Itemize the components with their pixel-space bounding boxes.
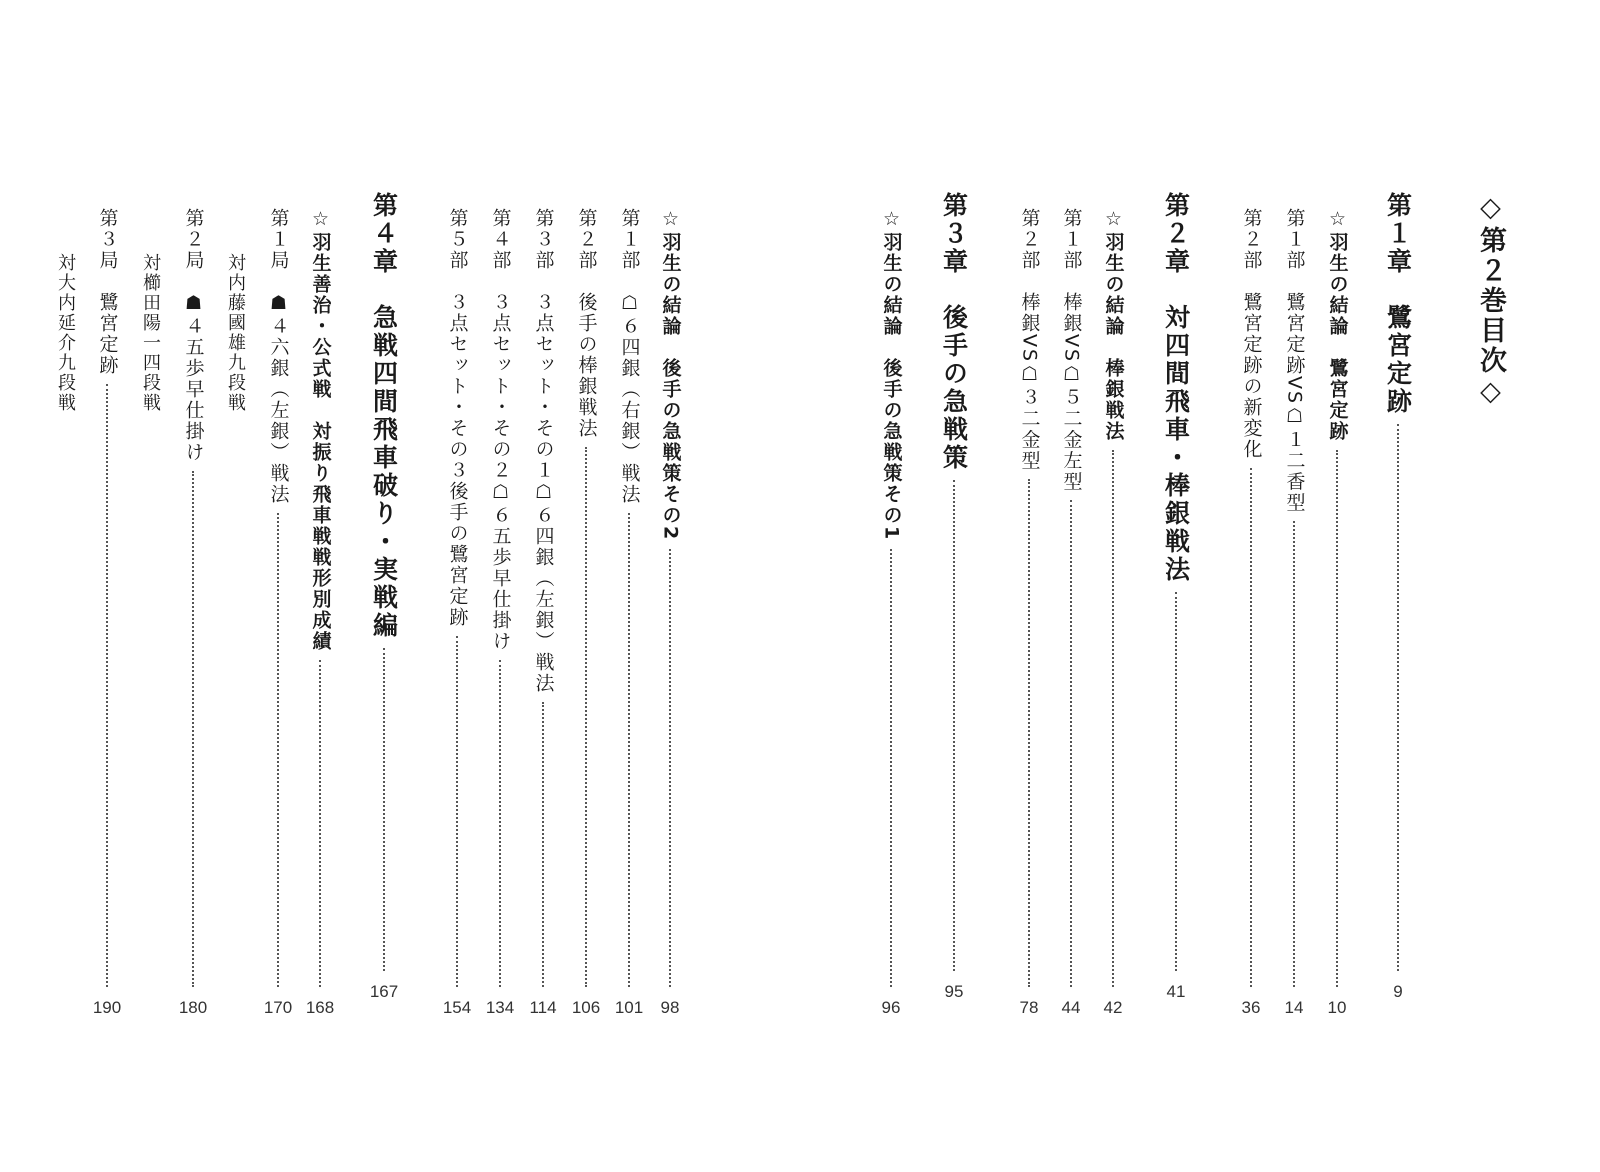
toc-entry-text: 第１部 棒銀VS☖５二金左型 xyxy=(1060,208,1083,493)
dot-leader xyxy=(1293,521,1295,987)
toc-entry-text: 対大内延介九段戦 xyxy=(55,253,76,413)
toc-part-3-5[interactable] xyxy=(440,208,474,1016)
page-number: 41 xyxy=(1166,982,1186,1001)
toc-entry-text: 第１部 ☖６四銀（右銀）戦法 xyxy=(618,208,641,505)
dot-leader xyxy=(1112,450,1114,987)
toc-part-3-4[interactable] xyxy=(483,208,517,1016)
toc-entry-text: 第１章 鷺宮定跡 xyxy=(1383,192,1413,416)
toc-entry-text: 対内藤國雄九段戦 xyxy=(225,253,246,413)
page-number: 9 xyxy=(1393,982,1403,1001)
dot-leader xyxy=(1175,592,1177,971)
dot-leader xyxy=(106,384,108,987)
toc-entry-text: ☆羽生の結論 棒銀戦法 xyxy=(1102,208,1125,442)
page-number: 78 xyxy=(1019,998,1039,1017)
toc-game-3-opponent xyxy=(48,253,82,1061)
toc-entry-text: 第２局 ☗４五歩早仕掛け xyxy=(182,208,205,463)
toc-entry-text: 第２部 棒銀VS☖３二金型 xyxy=(1018,208,1041,472)
dot-leader xyxy=(669,549,671,987)
toc-entry-text: 第２部 後手の棒銀戦法 xyxy=(575,208,598,439)
dot-leader xyxy=(499,660,501,987)
dot-leader xyxy=(1028,479,1030,987)
toc-conclusion-1[interactable] xyxy=(1320,208,1354,1016)
page-number: 42 xyxy=(1103,998,1123,1017)
dot-leader xyxy=(890,549,892,987)
toc-game-3[interactable] xyxy=(90,208,124,1016)
dot-leader xyxy=(953,480,955,971)
dot-leader xyxy=(1336,450,1338,987)
page-number: 134 xyxy=(485,998,515,1017)
page-number: 36 xyxy=(1241,998,1261,1017)
dot-leader xyxy=(192,471,194,987)
toc-conclusion-2[interactable] xyxy=(1096,208,1130,1016)
toc-entry-text: 第５部 ３点セット・その３後手の鷺宮定跡 xyxy=(446,208,469,628)
page-number: 154 xyxy=(442,998,472,1017)
page-number: 170 xyxy=(263,998,293,1017)
dot-leader xyxy=(628,513,630,987)
page-number: 44 xyxy=(1061,998,1081,1017)
page-number: 114 xyxy=(529,998,557,1017)
toc-game-2-opponent xyxy=(133,253,167,1061)
toc-record-table[interactable] xyxy=(303,208,337,1016)
toc-entry-text: ☆羽生善治・公式戦 対振り飛車戦戦形別成績 xyxy=(309,208,332,652)
toc-chapter-2[interactable] xyxy=(1159,192,1193,1000)
page-title: ◇第２巻目次◇ xyxy=(1475,192,1506,410)
page-number: 95 xyxy=(944,982,964,1001)
toc-entry-text: 第３部 ３点セット・その１☖６四銀（左銀）戦法 xyxy=(532,208,555,694)
page-number: 190 xyxy=(92,998,122,1017)
toc-entry-text: 第１部 鷺宮定跡VS☖１二香型 xyxy=(1283,208,1306,514)
toc-entry-text: 第３章 後手の急戦策 xyxy=(939,192,969,472)
toc-part-3-1[interactable] xyxy=(612,208,646,1016)
toc-entry-text: 第２部 鷺宮定跡の新変化 xyxy=(1240,208,1263,460)
toc-entry-text: ☆羽生の結論 後手の急戦策その2 xyxy=(659,208,682,542)
page-number: 96 xyxy=(881,998,901,1017)
toc-entry-text: ☆羽生の結論 後手の急戦策その1 xyxy=(880,208,903,542)
page-number: 14 xyxy=(1284,998,1304,1017)
page-number: 98 xyxy=(660,998,680,1017)
dot-leader xyxy=(1397,424,1399,971)
toc-conclusion-3b[interactable] xyxy=(653,208,687,1016)
toc-part-1-2[interactable] xyxy=(1234,208,1268,1016)
toc-entry-text: 対櫛田陽一四段戦 xyxy=(140,253,161,413)
toc-chapter-3[interactable] xyxy=(937,192,971,1000)
toc-part-2-1[interactable] xyxy=(1054,208,1088,1016)
page-number: 167 xyxy=(369,982,399,1001)
toc-chapter-1[interactable] xyxy=(1381,192,1415,1000)
toc-part-1-1[interactable] xyxy=(1277,208,1311,1016)
dot-leader xyxy=(585,447,587,987)
dot-leader xyxy=(1070,500,1072,987)
toc-game-2[interactable] xyxy=(176,208,210,1016)
page-number: 101 xyxy=(614,998,644,1017)
dot-leader xyxy=(277,513,279,987)
toc-part-3-2[interactable] xyxy=(569,208,603,1016)
toc-entry-text: 第１局 ☗４六銀（左銀）戦法 xyxy=(267,208,290,505)
dot-leader xyxy=(383,648,385,971)
toc-conclusion-3a[interactable] xyxy=(874,208,908,1016)
toc-entry-text: 第４部 ３点セット・その２☖６五歩早仕掛け xyxy=(489,208,512,652)
toc-part-3-3[interactable] xyxy=(526,208,560,1016)
dot-leader xyxy=(1250,468,1252,987)
toc-entry-text: 第２章 対四間飛車・棒銀戦法 xyxy=(1161,192,1191,584)
toc-game-1[interactable] xyxy=(261,208,295,1016)
dot-leader xyxy=(319,660,321,987)
toc-entry-text: ☆羽生の結論 鷺宮定跡 xyxy=(1326,208,1349,442)
dot-leader xyxy=(456,636,458,987)
page-number: 180 xyxy=(178,998,208,1017)
page-number: 168 xyxy=(305,998,335,1017)
page-number: 106 xyxy=(571,998,601,1017)
toc-chapter-4[interactable] xyxy=(367,192,401,1000)
page-number: 10 xyxy=(1327,998,1347,1017)
toc-entry-text: 第３局 鷺宮定跡 xyxy=(96,208,119,376)
dot-leader xyxy=(542,702,544,987)
toc-game-1-opponent xyxy=(218,253,252,1061)
toc-entry-text: 第４章 急戦四間飛車破り・実戦編 xyxy=(369,192,399,640)
toc-part-2-2[interactable] xyxy=(1012,208,1046,1016)
